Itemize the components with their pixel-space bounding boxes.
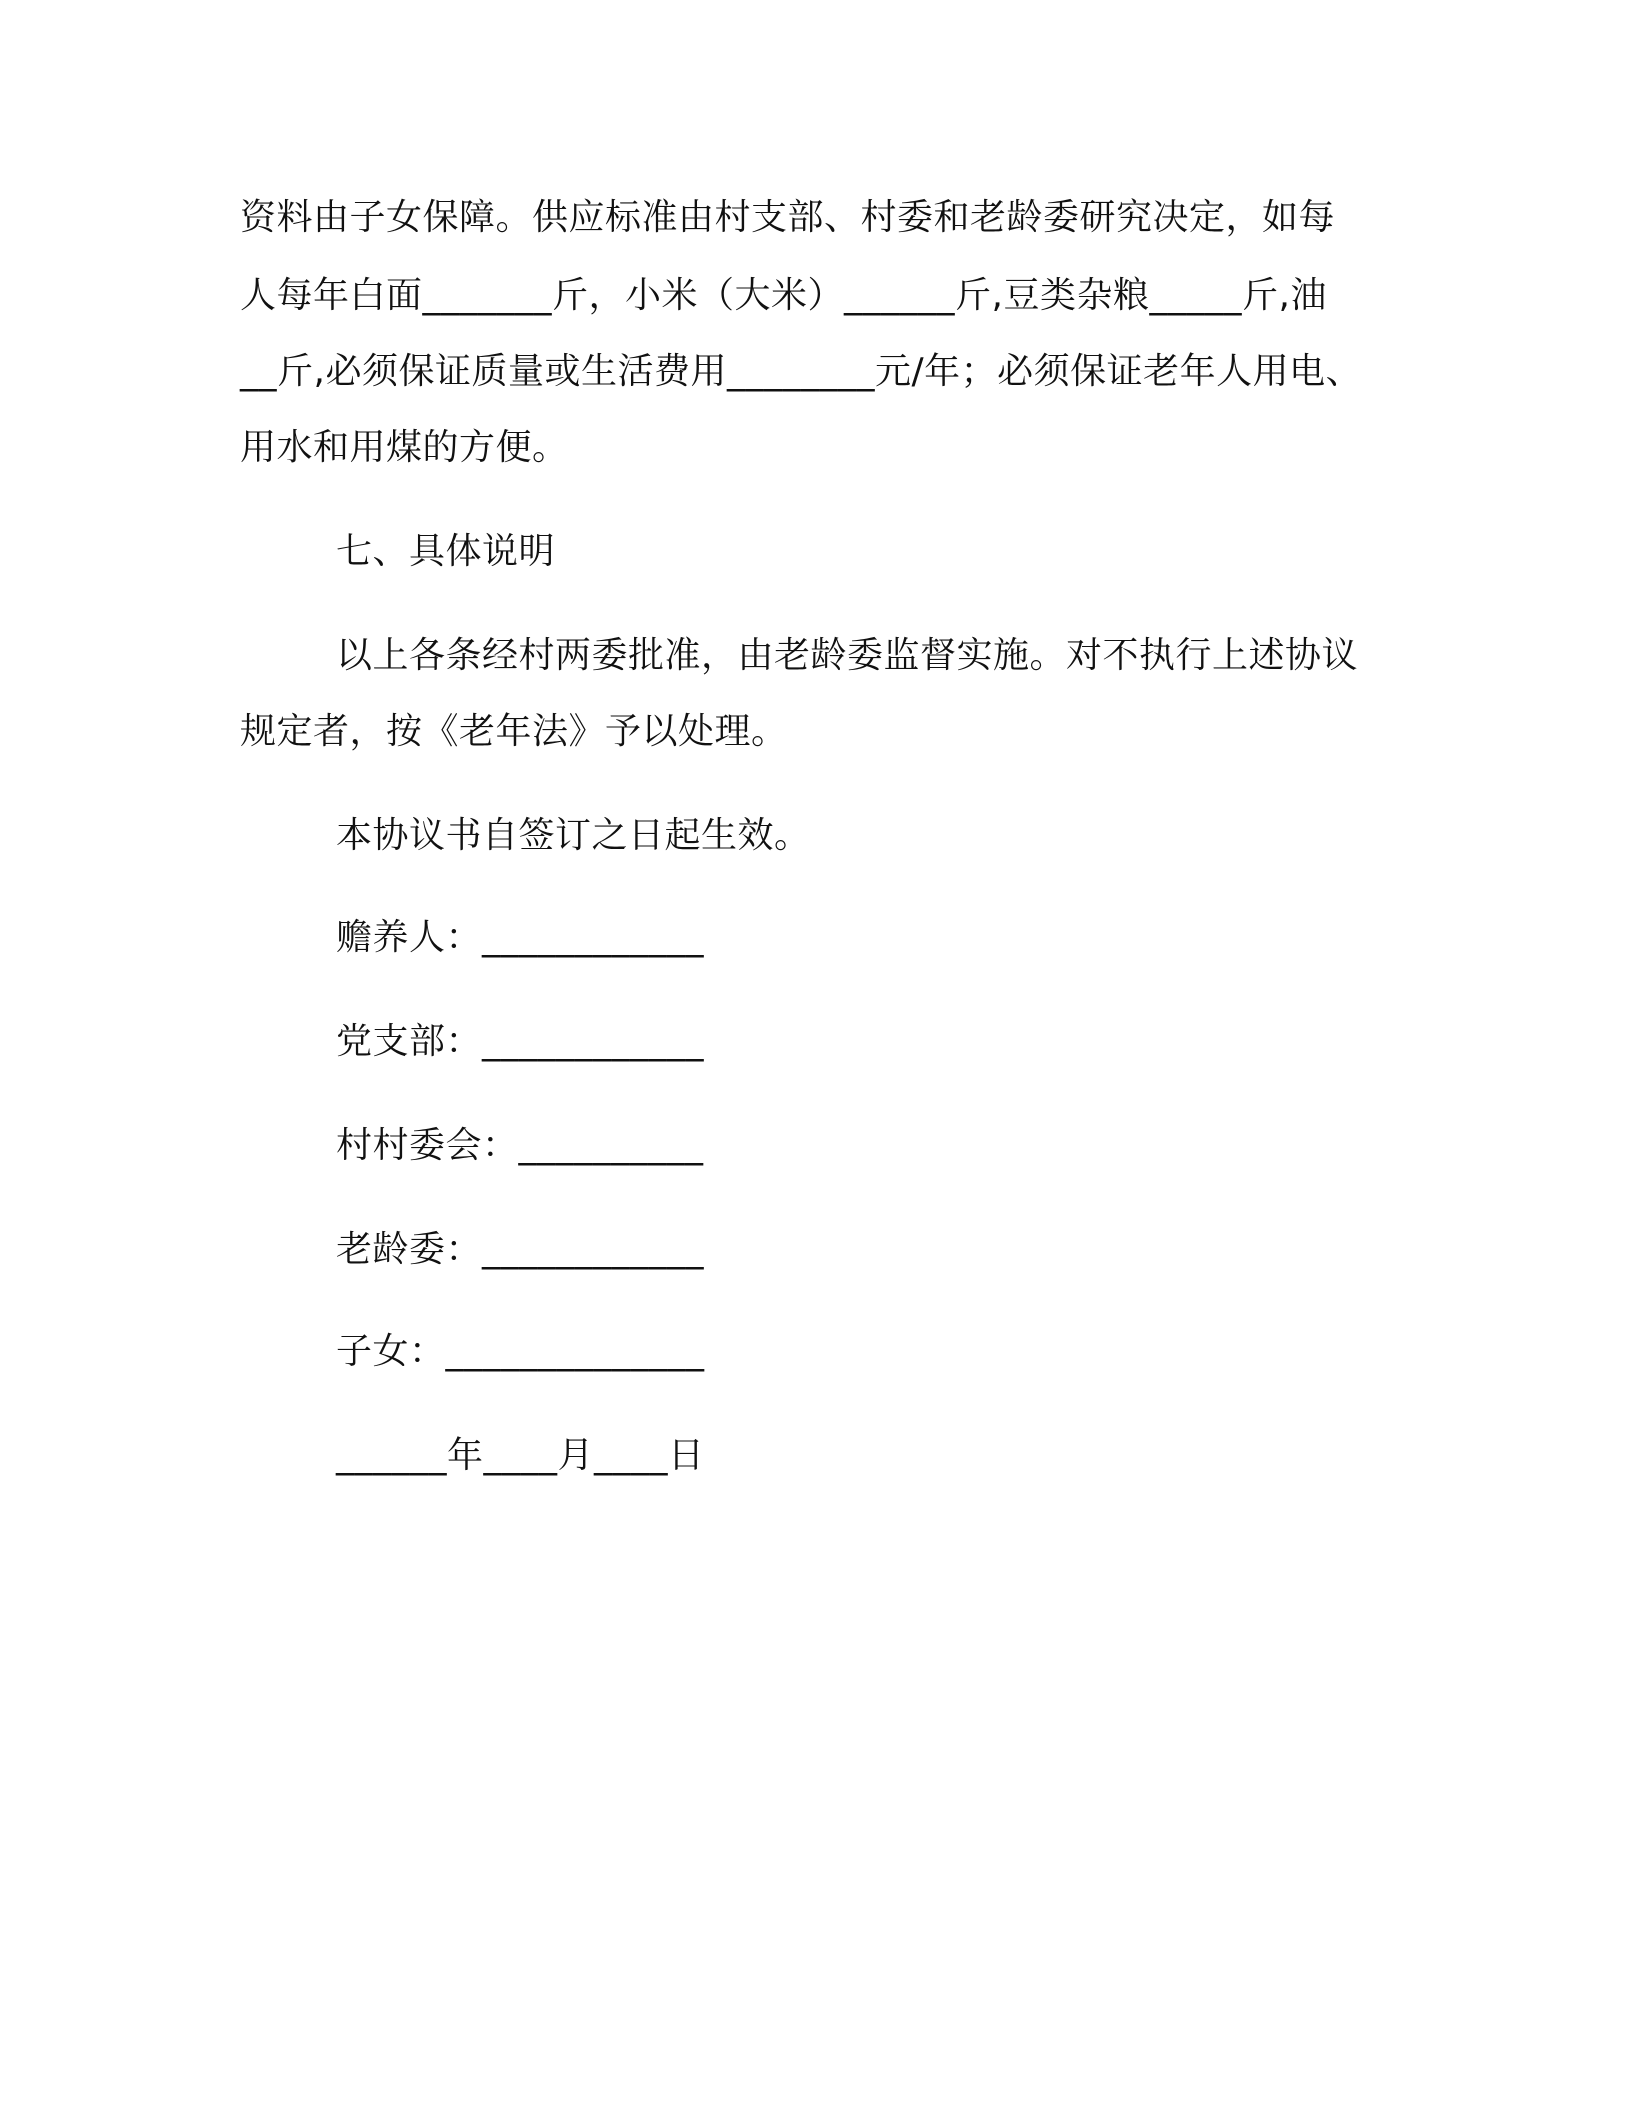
paragraph-1-line-1: 资料由子女保障。供应标准由村支部、村委和老龄委研究决定，如每 bbox=[240, 197, 1336, 238]
date-line: ______年____月____日 bbox=[336, 1435, 705, 1476]
signature-aging-committee: 老龄委：____________ bbox=[336, 1229, 705, 1270]
paragraph-1-line-2: 人每年白面_______斤，小米（大米）______斤,豆类杂粮_____斤,油 bbox=[240, 275, 1327, 316]
paragraph-1-line-4: 用水和用煤的方便。 bbox=[240, 427, 569, 468]
paragraph-2-line-1: 以上各条经村两委批准，由老龄委监督实施。对不执行上述协议 bbox=[336, 635, 1359, 676]
effective-statement: 本协议书自签订之日起生效。 bbox=[336, 815, 811, 856]
paragraph-1-line-3: __斤,必须保证质量或生活费用________元/年；必须保证老年人用电、 bbox=[240, 351, 1363, 392]
section-heading: 七、具体说明 bbox=[336, 531, 556, 572]
signature-children: 子女：______________ bbox=[336, 1331, 705, 1372]
paragraph-2-line-2: 规定者，按《老年法》予以处理。 bbox=[240, 711, 788, 752]
signature-party-branch: 党支部：____________ bbox=[336, 1021, 705, 1062]
signature-village-committee: 村村委会：__________ bbox=[336, 1125, 704, 1166]
signature-supported-person: 赡养人：____________ bbox=[336, 917, 705, 958]
